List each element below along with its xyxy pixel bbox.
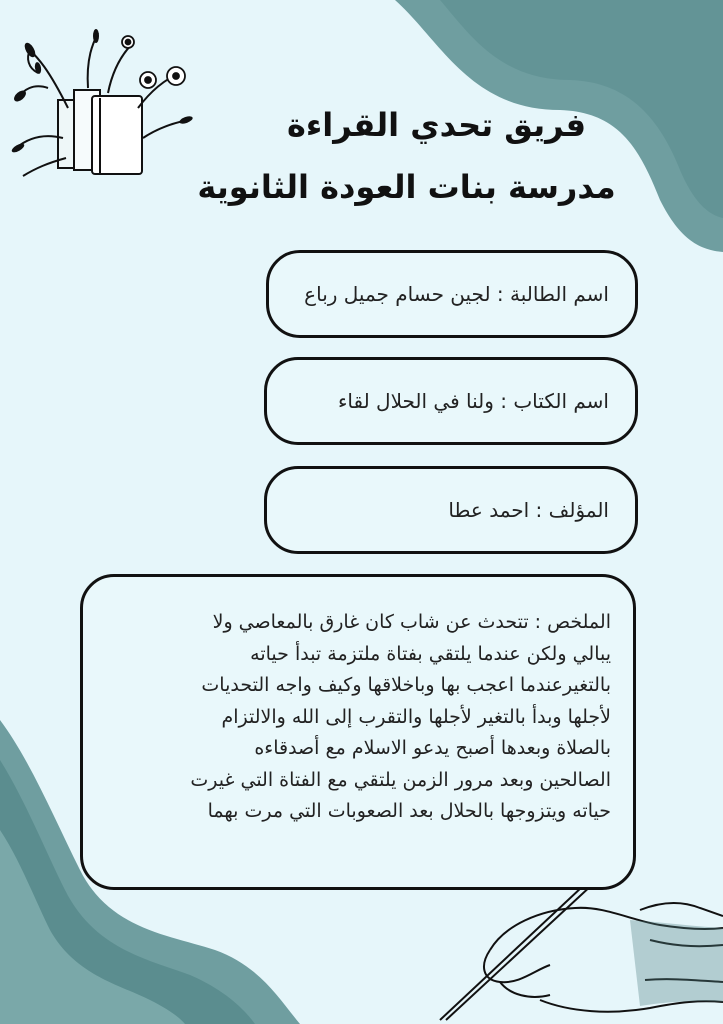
- team-title: فريق تحدي القراءة: [286, 106, 587, 144]
- student-name-box: [266, 250, 638, 338]
- book-name-text: اسم الكتاب : ولنا في الحلال لقاء: [337, 389, 609, 413]
- author-text: المؤلف : احمد عطا: [448, 498, 609, 522]
- summary-line: حياته ويتزوجها بالحلال بعد الصعوبات التي مرت بهما: [207, 800, 611, 822]
- author-box: [264, 466, 638, 554]
- summary-line: لأجلها وبدأ بالتغير لأجلها والتقرب إلى الله والالتزام: [221, 705, 611, 728]
- summary-line: الصالحين وبعد مرور الزمن يلتقي مع الفتاة التي غيرت: [190, 768, 611, 791]
- summary-line: بالتغيرعندما اعجب بها وباخلاقها وكيف واجه التحديات: [201, 674, 611, 696]
- school-name: مدرسة بنات العودة الثانوية: [197, 168, 616, 206]
- summary-box: [80, 574, 636, 890]
- student-name-text: اسم الطالبة : لجين حسام جميل رباع: [304, 282, 609, 306]
- book-name-box: [264, 357, 638, 445]
- summary-line: الملخص : تتحدث عن شاب كان غارق بالمعاصي ولا: [212, 611, 611, 633]
- summary-line: يبالي ولكن عندما يلتقي بفتاة ملتزمة تبدأ حياته: [250, 642, 611, 665]
- summary-line: بالصلاة وبعدها أصبح يدعو الاسلام مع أصدقاءه: [254, 737, 611, 759]
